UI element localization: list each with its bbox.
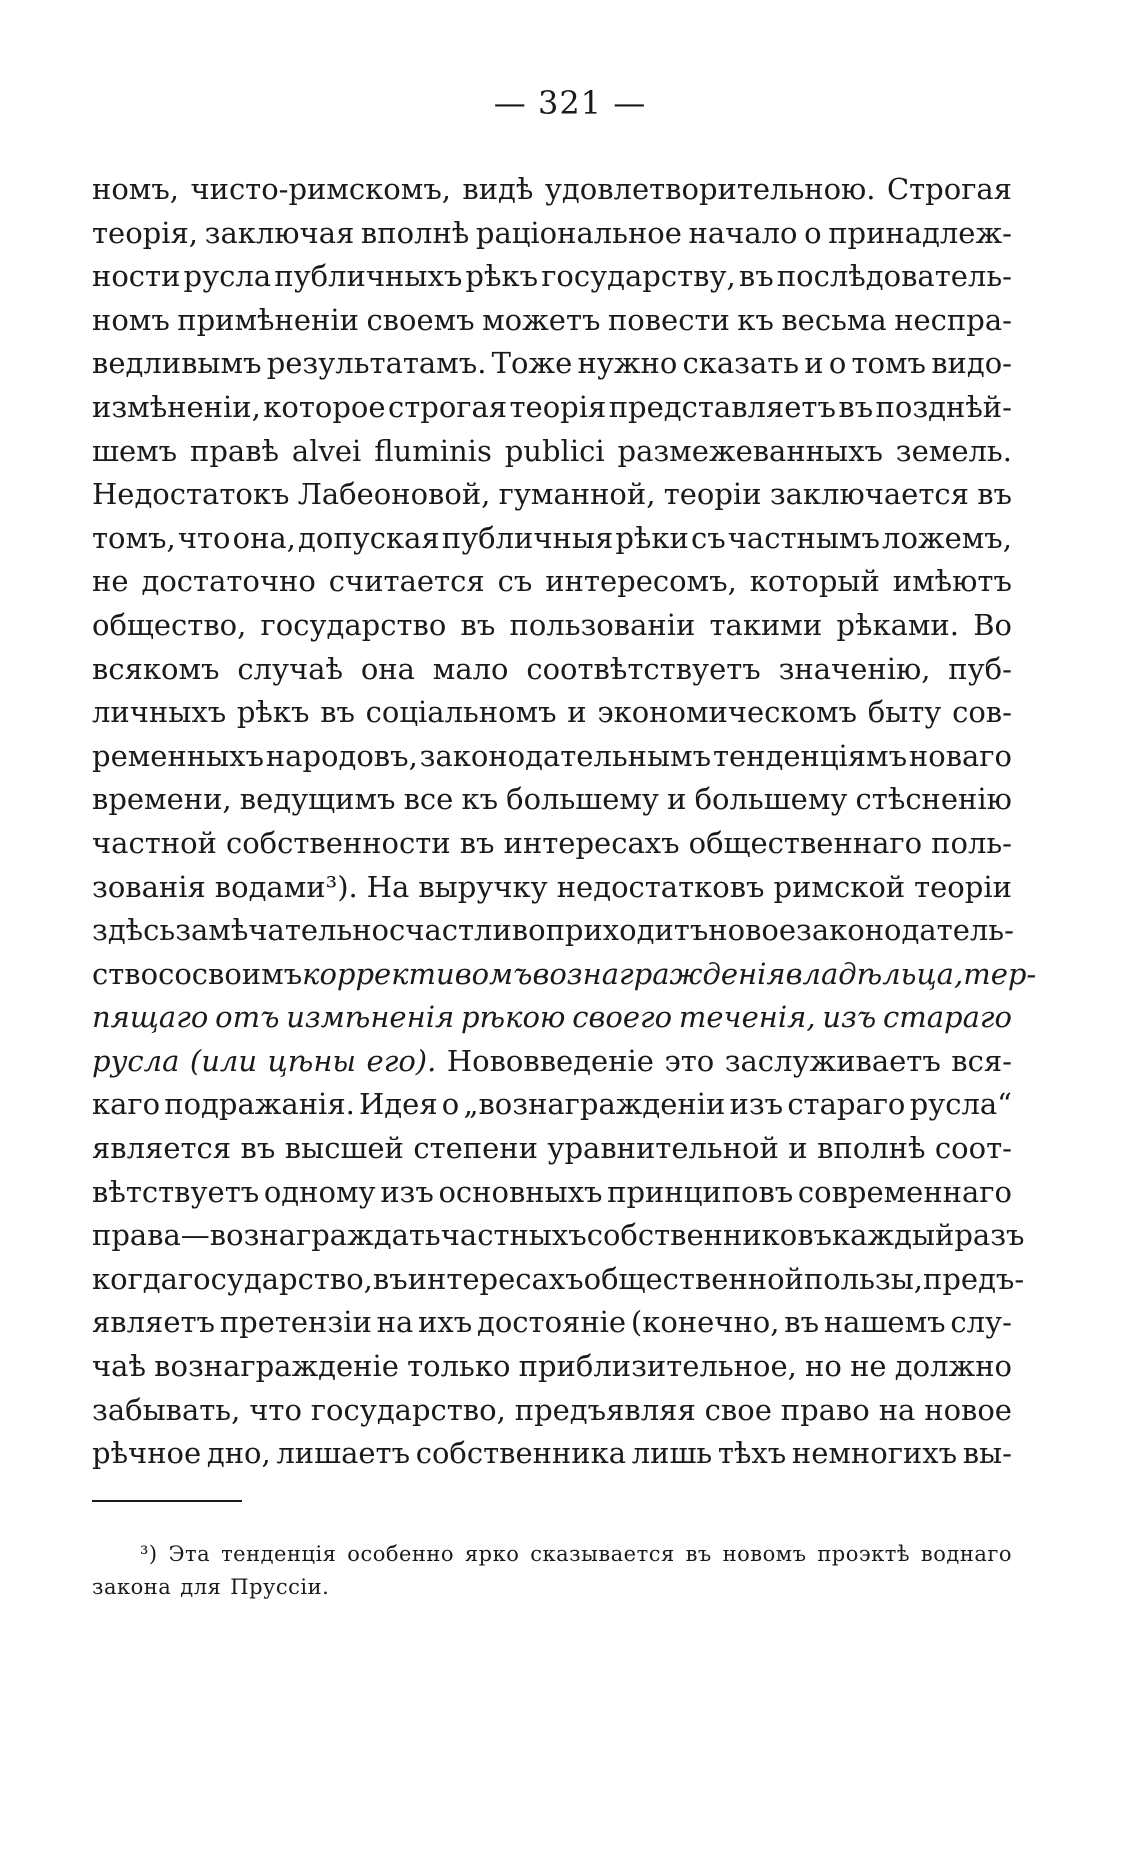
- word: претензіи: [219, 1305, 372, 1340]
- word: своимъ: [191, 956, 303, 991]
- text-line: [92, 1171, 1012, 1215]
- word: его).: [366, 1043, 437, 1078]
- word: ведущимъ: [239, 782, 396, 817]
- word: только: [407, 1349, 511, 1384]
- word: такими: [709, 607, 823, 642]
- footnote: [92, 1538, 1012, 1604]
- word: это: [664, 1043, 715, 1078]
- footnote-word: Пруссіи.: [230, 1575, 330, 1599]
- word: въ: [838, 389, 874, 424]
- page-number: — 321 —: [493, 84, 647, 122]
- word: рѣкъ: [236, 695, 310, 730]
- word: сказать: [682, 346, 800, 381]
- word: позднѣй-: [875, 389, 1012, 424]
- word: вѣтствуетъ: [92, 1174, 260, 1209]
- word: гуманной,: [498, 477, 656, 512]
- word: (или: [189, 1043, 258, 1078]
- word: интересахъ: [407, 1261, 584, 1296]
- word: современнаго: [797, 1174, 1012, 1209]
- word: Нововведеніе: [446, 1043, 654, 1078]
- word: томъ: [851, 346, 926, 381]
- word: (конечно,: [630, 1305, 780, 1340]
- word: и: [804, 346, 824, 381]
- word: сов-: [952, 695, 1012, 730]
- word: владѣльца,: [785, 956, 964, 991]
- word: Недостатокъ: [92, 477, 290, 512]
- word: земель.: [895, 433, 1012, 468]
- word: она: [360, 651, 415, 686]
- text-line: [92, 1389, 1012, 1433]
- word: теорія: [509, 389, 607, 424]
- word: общество,: [92, 607, 247, 642]
- word: рѣкъ: [465, 259, 539, 294]
- word: въ: [738, 259, 774, 294]
- word: заслуживаетъ: [724, 1043, 941, 1078]
- word: приходитъ: [545, 913, 709, 948]
- word: и: [788, 1131, 808, 1166]
- word: заключается: [769, 477, 969, 512]
- word: народовъ,: [265, 738, 418, 773]
- word: къ: [461, 782, 499, 817]
- word: общественной: [583, 1261, 804, 1296]
- word: общественнаго: [688, 825, 923, 860]
- word: каго: [92, 1087, 161, 1122]
- word: здѣсь: [92, 913, 176, 948]
- text-line: [92, 604, 1012, 648]
- word: достояніе: [476, 1305, 627, 1340]
- word: свое: [704, 1392, 772, 1427]
- word: вознагражденіе: [154, 1349, 399, 1384]
- word: русла: [92, 1043, 180, 1078]
- word: права—вознаграждать: [92, 1218, 441, 1253]
- word: приблизительное,: [518, 1349, 797, 1384]
- text-line: [92, 822, 1012, 866]
- word: рѣчное: [92, 1436, 202, 1471]
- word: считается: [328, 564, 485, 599]
- word: alvei: [291, 433, 362, 468]
- word: является: [92, 1131, 232, 1166]
- word: результатамъ.: [266, 346, 487, 381]
- text-line: [92, 1301, 1012, 1345]
- footnote-word: тенденція: [221, 1542, 337, 1566]
- word: рѣками.: [836, 607, 959, 642]
- footnote-word: въ: [685, 1542, 712, 1566]
- word: со: [158, 956, 192, 991]
- text-line: [92, 299, 1012, 343]
- word: соот-: [934, 1131, 1012, 1166]
- word: личныхъ: [92, 695, 227, 730]
- word: каждый: [832, 1218, 955, 1253]
- word: стѣсненію: [855, 782, 1012, 817]
- word: публичныхъ: [274, 259, 463, 294]
- footnote-line: [92, 1538, 1012, 1571]
- word: экономическомъ: [597, 695, 858, 730]
- word: теоріи: [663, 477, 762, 512]
- word: видѣ: [462, 172, 534, 206]
- text-line: [92, 473, 1012, 517]
- word: законодатель-: [796, 913, 1014, 948]
- text-line: [92, 430, 1012, 474]
- word: въ: [460, 607, 496, 642]
- word: измѣненіи,: [92, 389, 261, 424]
- word: На: [366, 869, 410, 904]
- word: высшей: [284, 1131, 404, 1166]
- word: недостатковъ: [556, 869, 765, 904]
- word: государство,: [310, 1392, 506, 1427]
- word: вознагражденія: [532, 956, 786, 991]
- word: строгая: [387, 389, 508, 424]
- text-line: [92, 1345, 1012, 1389]
- word: мало: [432, 651, 509, 686]
- word: предъ-: [923, 1261, 1025, 1296]
- word: въ: [320, 695, 355, 730]
- text-line: [92, 517, 1012, 561]
- footnote-divider: [92, 1500, 242, 1502]
- word: и: [667, 782, 687, 817]
- word: отъ: [215, 1000, 280, 1035]
- word: Во: [973, 607, 1012, 642]
- text-line: [92, 1083, 1012, 1127]
- word: тенденціямъ: [712, 738, 908, 773]
- word: предъявляя: [514, 1392, 696, 1427]
- word: частныхъ: [440, 1218, 587, 1253]
- word: соотвѣтствуетъ: [526, 651, 761, 686]
- word: одному: [263, 1174, 376, 1209]
- word: заключая: [204, 215, 355, 250]
- text-line: [92, 1127, 1012, 1171]
- word: повести: [607, 302, 730, 337]
- word: теоріи: [914, 869, 1012, 904]
- text-line: [92, 778, 1012, 822]
- word: послѣдователь-: [776, 259, 1012, 294]
- word: немногихъ: [791, 1436, 958, 1471]
- word: новое: [708, 913, 797, 948]
- text-line: [92, 255, 1012, 299]
- word: ведливымъ: [92, 346, 262, 381]
- word: вы-: [962, 1436, 1012, 1471]
- word: должно: [894, 1349, 1012, 1384]
- word: собственности: [225, 825, 451, 860]
- word: ихъ: [418, 1305, 473, 1340]
- word: не: [850, 1349, 887, 1384]
- word: законодательнымъ: [419, 738, 712, 773]
- word: что: [177, 520, 231, 555]
- word: своемъ: [366, 302, 475, 337]
- word: Строгая: [886, 172, 1012, 206]
- footnote-word: закона: [92, 1575, 172, 1599]
- word: съ: [690, 520, 726, 555]
- word: право: [780, 1392, 870, 1427]
- word: на: [878, 1392, 916, 1427]
- word: цѣны: [267, 1043, 357, 1078]
- word: когда: [92, 1261, 178, 1296]
- footnote-word: сказывается: [530, 1542, 675, 1566]
- word: имѣютъ: [892, 564, 1012, 599]
- text-line: [92, 735, 1012, 779]
- word: коррективомъ: [302, 956, 533, 991]
- word: зованія: [92, 869, 206, 904]
- word: всякомъ: [92, 651, 220, 686]
- word: изъ: [380, 1174, 434, 1209]
- word: ложемъ,: [882, 520, 1012, 555]
- word: все: [403, 782, 454, 817]
- word: въ: [784, 1305, 820, 1340]
- word: государство: [260, 607, 447, 642]
- word: publici: [504, 433, 605, 468]
- word: Лабеоновой,: [297, 477, 491, 512]
- footnote-word: проэктѣ: [817, 1542, 911, 1566]
- word: изъ: [822, 1000, 877, 1035]
- footnote-word: для: [180, 1575, 222, 1599]
- word: большему: [694, 782, 848, 817]
- word: примѣненіи: [177, 302, 359, 337]
- word: вся-: [951, 1043, 1012, 1078]
- word: дно,: [206, 1436, 271, 1471]
- word: быту: [867, 695, 942, 730]
- text-line: [92, 1040, 1012, 1084]
- text-line: [92, 342, 1012, 386]
- word: русла“: [909, 1087, 1012, 1122]
- word: собственниковъ: [586, 1218, 832, 1253]
- word: чисто-римскомъ,: [190, 172, 451, 206]
- word: ременныхъ: [92, 738, 264, 773]
- word: но: [805, 1349, 842, 1384]
- word: съ: [497, 564, 533, 599]
- word: водами³).: [214, 869, 358, 904]
- word: римской: [773, 869, 906, 904]
- word: ство: [92, 956, 159, 991]
- word: достаточно: [141, 564, 316, 599]
- text-line: [92, 996, 1012, 1040]
- word: размежеванныхъ: [617, 433, 883, 468]
- text-line: [92, 386, 1012, 430]
- word: публичныя: [441, 520, 614, 555]
- word: тѣхъ: [717, 1436, 787, 1471]
- word: интересомъ,: [545, 564, 737, 599]
- word: номъ: [92, 302, 170, 337]
- body-text: [92, 168, 1037, 1476]
- word: Идея: [359, 1087, 438, 1122]
- word: „вознагражденіи: [463, 1087, 726, 1122]
- word: счастливо: [389, 913, 546, 948]
- word: томъ,: [92, 520, 176, 555]
- word: основныхъ: [438, 1174, 603, 1209]
- word: допуская: [298, 520, 440, 555]
- word: весьма: [781, 302, 887, 337]
- word: новаго: [908, 738, 1012, 773]
- footnote-word: новомъ: [722, 1542, 807, 1566]
- word: теченія,: [678, 1000, 816, 1035]
- word: о: [441, 1087, 460, 1122]
- text-line: [92, 866, 1012, 910]
- word: частнымъ: [727, 520, 880, 555]
- word: начало: [688, 215, 798, 250]
- word: рѣкою: [460, 1000, 566, 1035]
- word: соціальномъ: [365, 695, 557, 730]
- text-line: [92, 953, 1037, 997]
- word: представляетъ: [608, 389, 836, 424]
- text-line: [92, 168, 1012, 212]
- word: лишаетъ: [276, 1436, 411, 1471]
- word: не: [92, 564, 129, 599]
- word: пящаго: [92, 1000, 209, 1035]
- word: вполнѣ: [817, 1131, 926, 1166]
- word: тер-: [963, 956, 1037, 991]
- word: случаѣ: [237, 651, 343, 686]
- word: неспра-: [894, 302, 1012, 337]
- word: стараго: [882, 1000, 1012, 1035]
- word: она,: [232, 520, 296, 555]
- word: раціональное: [475, 215, 682, 250]
- text-line: [92, 909, 1012, 953]
- footnote-word: воднаго: [920, 1542, 1012, 1566]
- word: Тоже: [491, 346, 573, 381]
- word: номъ,: [92, 172, 180, 206]
- text-line: [92, 212, 1012, 256]
- text-line: [92, 648, 1012, 692]
- word: пуб-: [948, 651, 1012, 686]
- word: пользованіи: [509, 607, 696, 642]
- word: къ: [737, 302, 774, 337]
- word: собственника: [415, 1436, 627, 1471]
- word: уравнительной: [547, 1131, 779, 1166]
- word: своего: [572, 1000, 673, 1035]
- word: лишь: [631, 1436, 713, 1471]
- word: которое: [263, 389, 386, 424]
- word: большему: [506, 782, 659, 817]
- word: принциповъ: [607, 1174, 794, 1209]
- footnote-word: Эта: [168, 1542, 211, 1566]
- footnote-word: ярко: [464, 1542, 520, 1566]
- word: который: [749, 564, 880, 599]
- word: пользы,: [803, 1261, 924, 1296]
- word: степени: [413, 1131, 538, 1166]
- word: видо-: [931, 346, 1012, 381]
- word: нашемъ: [823, 1305, 946, 1340]
- word: въ: [372, 1261, 408, 1296]
- word: о: [828, 346, 847, 381]
- word: правѣ: [190, 433, 280, 468]
- word: вполнѣ: [360, 215, 470, 250]
- word: удовлетворительною.: [544, 172, 876, 206]
- word: слу-: [950, 1305, 1012, 1340]
- word: интересахъ: [503, 825, 680, 860]
- word: въ: [459, 825, 495, 860]
- word: въ: [240, 1131, 276, 1166]
- word: можетъ: [482, 302, 601, 337]
- text-line: [92, 560, 1012, 604]
- word: являетъ: [92, 1305, 215, 1340]
- word: теорія,: [92, 215, 199, 250]
- text-line: [92, 1214, 1025, 1258]
- text-line: [92, 1432, 1012, 1476]
- word: подражанія.: [164, 1087, 355, 1122]
- word: ности: [92, 259, 181, 294]
- word: частной: [92, 825, 217, 860]
- word: измѣненія: [286, 1000, 455, 1035]
- word: на: [376, 1305, 414, 1340]
- word: fluminis: [374, 433, 492, 468]
- footnote-line: [92, 1571, 1012, 1604]
- word: изъ: [729, 1087, 784, 1122]
- word: что: [249, 1392, 302, 1427]
- word: принадлеж-: [828, 215, 1012, 250]
- word: выручку: [418, 869, 548, 904]
- word: замѣчательно: [175, 913, 390, 948]
- word: чаѣ: [92, 1349, 146, 1384]
- word: новое: [924, 1392, 1012, 1427]
- word: забывать,: [92, 1392, 241, 1427]
- word: и: [567, 695, 587, 730]
- word: рѣки: [615, 520, 689, 555]
- text-line: [92, 691, 1012, 735]
- word: значенію,: [778, 651, 931, 686]
- word: времени,: [92, 782, 232, 817]
- word: въ: [977, 477, 1012, 512]
- footnote-word: особенно: [347, 1542, 455, 1566]
- word: о: [804, 215, 822, 250]
- text-line: [92, 1258, 1025, 1302]
- word: стараго: [787, 1087, 906, 1122]
- word: государство,: [177, 1261, 373, 1296]
- word: русла: [183, 259, 272, 294]
- word: разъ: [954, 1218, 1025, 1253]
- word: поль-: [931, 825, 1012, 860]
- word: шемъ: [92, 433, 178, 468]
- word: нужно: [577, 346, 678, 381]
- footnote-marker: ³): [140, 1542, 158, 1566]
- word: государству,: [541, 259, 736, 294]
